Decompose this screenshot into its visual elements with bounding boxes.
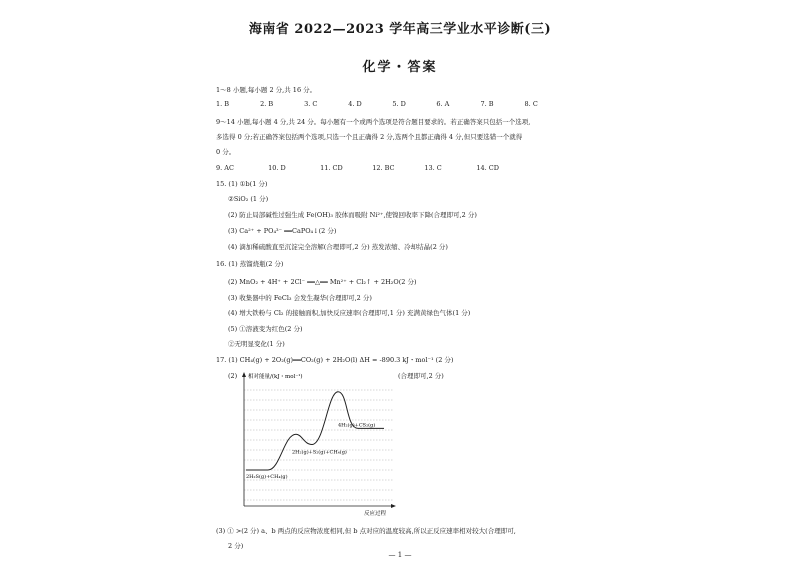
state-label-products: 4H₂(g)+CS₂(g) [338, 422, 376, 429]
answer-1: 1. B [216, 100, 230, 108]
q15-line-3: (2) 防止局部碱性过强生成 Fe(OH)₃ 胶体而吸附 Ni²⁺,使镍回收率下降(合理即可,2 分) [228, 211, 477, 219]
answer-8: 8. C [524, 100, 538, 108]
q15-line-5: (4) 滴加稀硫酸直至沉淀完全溶解(合理即可,2 分) 蒸发浓缩、冷却结晶(2 分) [228, 243, 448, 251]
state-label-intermediate: 2H₂(g)+S₂(g)+CH₄(g) [292, 449, 347, 456]
q15-line-1: 15. (1) ①b(1 分) [216, 180, 268, 188]
q17-line-4: 2 分) [228, 542, 244, 550]
q17-part2-label: (2) [228, 372, 238, 380]
answer-5: 5. D [392, 100, 406, 108]
energy-curve [246, 392, 384, 470]
q16-line-5: (5) ①溶液变为红色(2 分) [228, 325, 303, 333]
section2-answers [216, 164, 526, 172]
q16-line-2: (2) MnO₂ + 4H⁺ + 2Cl⁻ ══△══ Mn²⁺ + Cl₂↑ + 2H₂O(2 分) [228, 278, 417, 286]
q17-line-3: (3) ① >(2 分) a、b 两点的反应物浓度相同,但 b 点对应的温度较高,所以正反应速率相对较大(合理即可, [216, 527, 516, 535]
y-axis-arrow-icon [242, 372, 246, 377]
q16-line-3: (3) 收集器中的 FeCl₃ 会发生凝华(合理即可,2 分) [228, 294, 372, 302]
answer-13: 13. C [424, 164, 442, 172]
answer-3: 3. C [304, 100, 318, 108]
answer-14: 14. CD [476, 164, 499, 172]
page-title: 海南省 2022—2023 学年高三学业水平诊断(三) [248, 22, 552, 37]
section2-intro-3: 0 分。 [216, 148, 236, 156]
answer-2: 2. B [260, 100, 274, 108]
page-subtitle: 化学・答案 [362, 60, 438, 75]
answer-7: 7. B [480, 100, 494, 108]
q15-line-2: ②SiO₂ (1 分) [228, 195, 269, 203]
state-label-reactants: 2H₂S(g)+CH₄(g) [246, 474, 288, 480]
section2-intro-1: 9～14 小题,每小题 4 分,共 24 分。每小题有一个或两个选项是符合题目要求的。若正确答案只包括一个选项, [216, 118, 531, 126]
answer-11: 11. CD [320, 164, 343, 172]
q16-line-4: (4) 增大铁粉与 Cl₂ 的接触面积,加快反应速率(合理即可,1 分) 充满黄绿色气体(1 分) [228, 309, 471, 317]
chart-gridlines [244, 390, 394, 500]
answer-12: 12. BC [372, 164, 395, 172]
q16-line-6: ②无明显变化(1 分) [228, 340, 285, 348]
y-axis-label: 相对能量/(kJ・mol⁻¹) [248, 374, 303, 380]
energy-profile-chart [228, 370, 398, 520]
answer-10: 10. D [268, 164, 286, 172]
q17-line-1: 17. (1) CH₄(g) + 2O₂(g)══CO₂(g) + 2H₂O(l) ΔH = -890.3 kJ・mol⁻¹ (2 分) [216, 356, 454, 364]
q16-line-1: 16. (1) 蒸馏烧瓶(2 分) [216, 260, 284, 268]
section1-intro: 1～8 小题,每小题 2 分,共 16 分。 [216, 86, 317, 94]
x-axis-label: 反应过程 [364, 511, 387, 517]
page-number: — 1 — [388, 551, 412, 559]
answer-6: 6. A [436, 100, 450, 108]
answer-9: 9. AC [216, 164, 234, 172]
section2-intro-2: 多选得 0 分;若正确答案包括两个选项,只选一个且正确得 2 分,选两个且都正确得 4 分,但只要选错一个就得 [216, 133, 523, 141]
answer-4: 4. D [348, 100, 362, 108]
section1-answers [216, 100, 567, 108]
q17-part2-note: (合理即可,2 分) [398, 372, 444, 380]
x-axis-arrow-icon [391, 504, 396, 508]
q15-line-4: (3) Ca²⁺ + PO₄³⁻ ══CaPO₄↓(2 分) [228, 227, 337, 235]
